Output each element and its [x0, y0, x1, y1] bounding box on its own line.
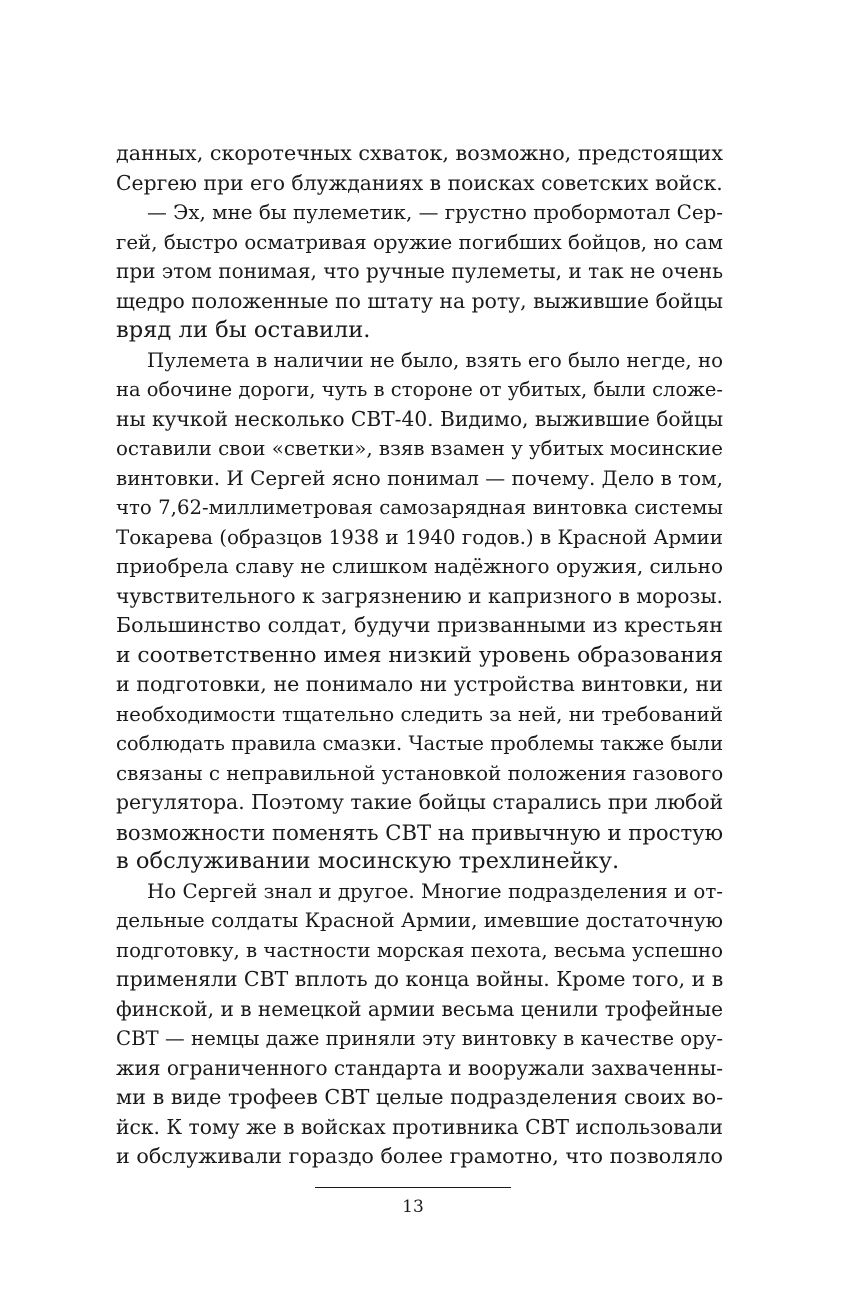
- text-line: возможности поменять СВТ на привычную и простую: [116, 819, 724, 845]
- paragraph: [116, 198, 723, 346]
- text-line: и подготовки, не понимало ни устройства винтовки, ни: [116, 672, 723, 696]
- text-line: и соответственно имея низкий уровень образования: [116, 642, 724, 668]
- text-line: приобрела славу не слишком надёжного оружия, сильно: [116, 554, 723, 578]
- text-line: ми в виде трофеев СВТ целые подразделения своих во-: [116, 1085, 724, 1109]
- text-line: связаны с неправильной установкой положения газового: [116, 761, 724, 785]
- text-line: в обслуживании мосинскую трехлинейку.: [116, 848, 620, 874]
- text-line: и обслуживали гораздо более грамотно, что позволяло: [116, 1144, 723, 1168]
- text-line: необходимости тщательно следить за ней, ни требований: [116, 702, 723, 726]
- paragraph: [116, 877, 723, 1172]
- text-line: данных, скоротечных схваток, возможно, предстоящих: [116, 141, 723, 165]
- text-line: подготовку, в частности морская пехота, весьма успешно: [116, 938, 724, 962]
- text-line: Пулемета в наличии не было, взять его было негде, но: [147, 348, 724, 372]
- footer-rule: [315, 1187, 511, 1188]
- text-line: регулятора. Поэтому такие бойцы старались при любой: [116, 790, 724, 814]
- text-line: Токарева (образцов 1938 и 1940 годов.) в Красной Армии: [116, 525, 723, 549]
- text-line: СВТ — немцы даже приняли эту винтовку в качестве ору-: [116, 1027, 723, 1050]
- text-line: гей, быстро осматривая оружие погибших бойцов, но сам: [116, 230, 723, 254]
- page-number: 13: [402, 1197, 424, 1217]
- text-line: йск. К тому же в войсках противника СВТ использовали: [116, 1114, 724, 1139]
- text-line: жия ограниченного стандарта и вооружали захваченны-: [116, 1055, 724, 1080]
- text-line: финской, и в немецкой армии весьма ценили трофейные: [116, 996, 723, 1021]
- text-line: дельные солдаты Красной Армии, имевшие достаточную: [116, 908, 724, 932]
- text-line: что 7,62-миллиметровая самозарядная винтовка системы: [116, 496, 723, 519]
- text-line: чувствительного к загрязнению и капризного в морозы.: [116, 583, 723, 608]
- text-line: применяли СВТ вплоть до конца войны. Кроме того, и в: [116, 967, 724, 991]
- text-line: Но Сергей знал и другое. Многие подразделения и от-: [147, 879, 723, 903]
- text-line: оставили свои «светки», взяв взамен у убитых мосинские: [116, 437, 723, 460]
- paragraph: [116, 139, 723, 198]
- text-line: соблюдать правила смазки. Частые проблемы также были: [116, 732, 724, 755]
- text-line: Большинство солдат, будучи призванными из крестьян: [116, 613, 723, 637]
- text-line: щедро положенные по штату на роту, выжившие бойцы: [116, 288, 723, 313]
- text-line: на обочине дороги, чуть в стороне от убитых, были сложе-: [116, 378, 723, 401]
- paragraph: [116, 346, 723, 877]
- text-line: винтовки. И Сергей ясно понимал — почему. Дело в том,: [116, 466, 723, 490]
- text-line: при этом понимая, что ручные пулеметы, и так не очень: [116, 259, 723, 283]
- page-body: [116, 139, 723, 1172]
- text-line: Сергею при его блужданиях в поисках советских войск.: [116, 170, 723, 195]
- text-line: вряд ли бы оставили.: [116, 317, 371, 343]
- text-line: — Эх, мне бы пулеметик, — грустно пробормотал Сер-: [147, 201, 723, 224]
- text-line: ны кучкой несколько СВТ-40. Видимо, выжившие бойцы: [116, 406, 724, 431]
